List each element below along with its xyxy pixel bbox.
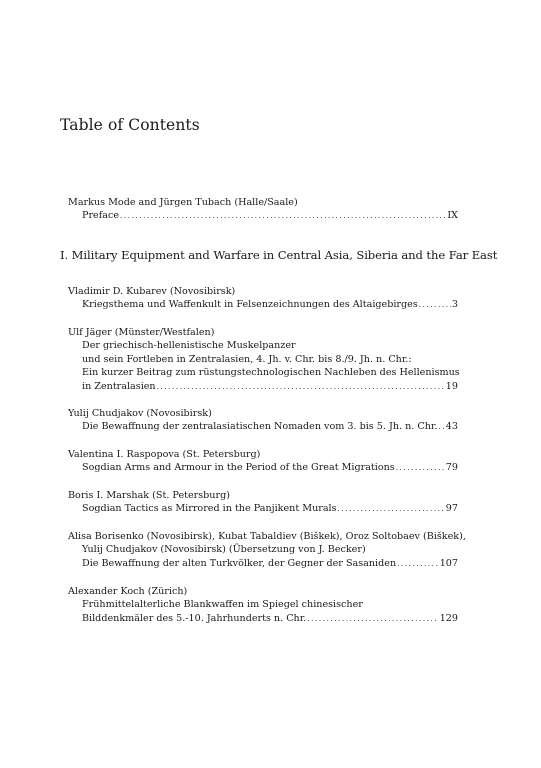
entry-page: IX: [447, 210, 458, 222]
entry-title-line: [68, 557, 458, 571]
leader-dots: [397, 558, 439, 571]
entry-author: Vladimir D. Kubarev (Novosibirsk): [68, 286, 236, 297]
toc-entry-preface: [68, 196, 458, 224]
entry-title-line: Der griechisch-hellenistische Muskelpanzer: [82, 340, 296, 352]
entry-title-line: [68, 298, 458, 312]
leader-dots: [120, 210, 446, 223]
entry-title-line: [68, 612, 458, 626]
section-heading: I. Military Equipment and Warfare in Central Asia, Siberia and the Far East: [60, 248, 498, 262]
entry-title: Kriegsthema und Waffenkult in Felsenzeichnungen des Altaigebirges: [82, 299, 418, 311]
entry-title-line: [68, 461, 458, 475]
entry-page: 19: [445, 380, 458, 392]
entry-title: in Zentralasien: [82, 380, 156, 392]
entry-page: 79: [445, 462, 458, 474]
entry-author: Alexander Koch (Zürich): [68, 586, 188, 597]
toc-entry: [68, 585, 458, 626]
entry-page: 3: [451, 299, 458, 311]
page-title: Table of Contents: [60, 116, 200, 134]
entry-page: 129: [439, 612, 458, 624]
entry-author: Markus Mode and Jürgen Tubach (Halle/Saale): [68, 197, 298, 208]
entry-title-line: Yulij Chudjakov (Novosibirsk) (Übersetzung von J. Becker): [82, 544, 366, 556]
leader-dots: [338, 503, 445, 516]
entry-author: Ulf Jäger (Münster/Westfalen): [68, 327, 215, 338]
entry-author: Alisa Borisenko (Novosibirsk), Kubat Tabaldiev (Biškek), Oroz Soltobaev (Biškek),: [68, 531, 466, 542]
entry-title: Sogdian Tactics as Mirrored in the Panjikent Murals: [82, 503, 337, 515]
leader-dots: [307, 613, 438, 626]
entry-author: Yulij Chudjakov (Novosibirsk): [68, 408, 212, 419]
entry-title-line: und sein Fortleben in Zentralasien, 4. Jh. v. Chr. bis 8./9. Jh. n. Chr.:: [82, 353, 412, 365]
entry-page: 107: [439, 557, 458, 569]
toc-entry: [68, 285, 458, 313]
entry-title: Sogdian Arms and Armour in the Period of the Great Migrations: [82, 462, 395, 474]
entry-title: Bilddenkmäler des 5.-10. Jahrhunderts n. Chr.: [82, 612, 307, 624]
entry-title-line: Frühmittelalterliche Blankwaffen im Spiegel chinesischer: [82, 599, 363, 611]
entry-title: Die Bewaffnung der alten Turkvölker, der Gegner der Sasaniden: [82, 557, 397, 569]
toc-entry: [68, 326, 458, 394]
entry-title-line: [68, 420, 458, 434]
entry-author: Valentina I. Raspopova (St. Petersburg): [68, 449, 261, 460]
toc-entry: [68, 530, 466, 571]
entry-page: 97: [445, 503, 458, 515]
toc-entry: [68, 448, 458, 476]
entry-title-line: [68, 502, 458, 516]
leader-dots: [157, 381, 445, 394]
entry-title: Die Bewaffnung der zentralasiatischen Nomaden vom 3. bis 5. Jh. n. Chr.: [82, 421, 438, 433]
entry-title-line: Ein kurzer Beitrag zum rüstungstechnologischen Nachleben des Hellenismus: [82, 367, 460, 379]
entry-title: Preface: [82, 210, 120, 222]
entry-title-line: [68, 380, 458, 394]
leader-dots: [439, 421, 445, 434]
leader-dots: [419, 299, 451, 312]
leader-dots: [396, 462, 445, 475]
entry-title-line: [68, 209, 458, 223]
toc-entry: [68, 489, 458, 517]
toc-entry: [68, 407, 458, 435]
entry-author: Boris I. Marshak (St. Petersburg): [68, 490, 230, 501]
entry-page: 43: [445, 421, 458, 433]
